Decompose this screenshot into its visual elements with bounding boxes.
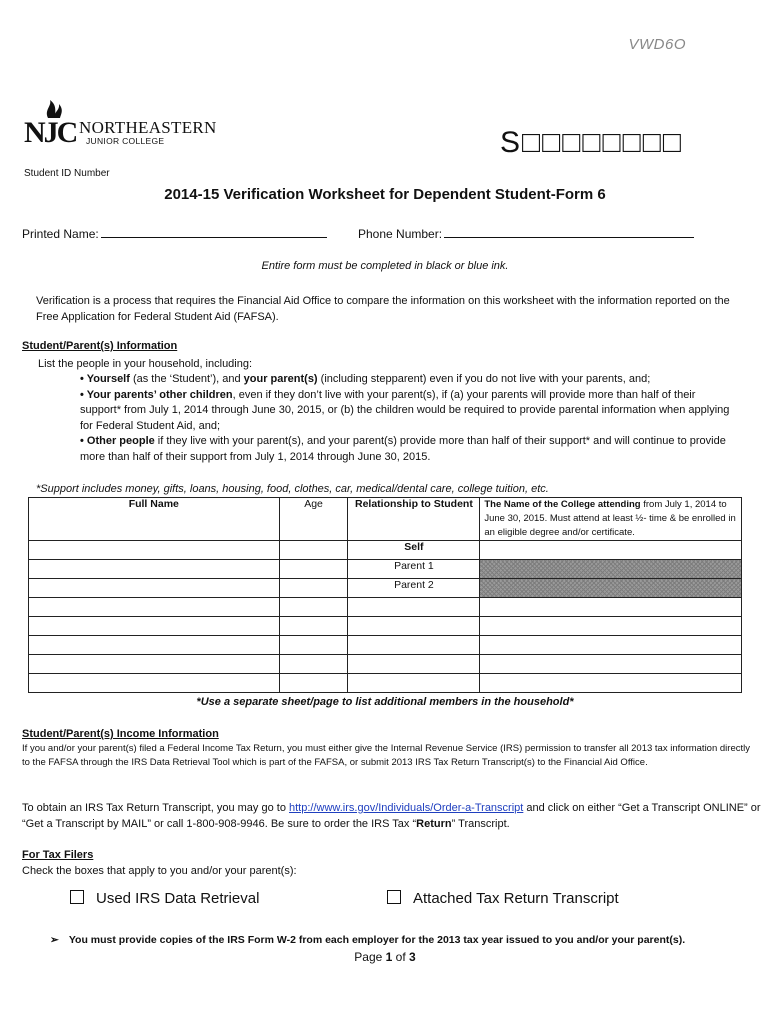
support-note: *Support includes money, gifts, loans, housing, food, clothes, car, medical/dental care, college tuition, etc. [36, 483, 549, 495]
w2-note: ➢ You must provide copies of the IRS Form W-2 from each employer for the 2013 tax year issued to you and/or your parent(s). [50, 934, 686, 946]
table-row[interactable] [29, 598, 742, 617]
phone-label: Phone Number: [358, 227, 443, 241]
phone-field[interactable] [358, 225, 694, 241]
college-name: NORTHEASTERN [79, 118, 217, 137]
household-heading: Student/Parent(s) Information [22, 340, 178, 352]
college-logo [24, 100, 217, 150]
transcript-paragraph: To obtain an IRS Tax Return Transcript, you may go to http://www.irs.gov/Individuals/Order-a-Transcript and click on either “Get a Transcript ONLINE” or “Get a Transcript by MAIL” or call 1-800-908-9946. Be sure to order the IRS Tax “Return” Transcript. [22, 802, 761, 830]
table-row[interactable] [29, 636, 742, 655]
option-irs-data-retrieval[interactable] [70, 890, 259, 907]
household-table [28, 497, 742, 693]
tax-filers-instruction: Check the boxes that apply to you and/or your parent(s): [22, 865, 297, 877]
shaded-cell [480, 560, 742, 579]
bullet-yourself: • Yourself (as the ‘Student’), and your parent(s) (including stepparent) even if you do not live with your parents, and; [80, 373, 651, 385]
header-full-name: Full Name [29, 498, 280, 541]
household-bullets [80, 372, 730, 465]
table-row[interactable] [29, 541, 742, 560]
printed-name-line[interactable] [101, 225, 327, 238]
table-row[interactable] [29, 655, 742, 674]
income-heading: Student/Parent(s) Income Information [22, 728, 219, 740]
irs-transcript-link[interactable]: http://www.irs.gov/Individuals/Order-a-Transcript [289, 802, 524, 814]
shaded-cell [480, 579, 742, 598]
option-attached-transcript-label: Attached Tax Return Transcript [413, 890, 619, 907]
logo-njc-text: NJC [24, 116, 77, 149]
printed-name-field[interactable] [22, 225, 327, 241]
phone-line[interactable] [444, 225, 694, 238]
table-row[interactable] [29, 560, 742, 579]
table-row[interactable] [29, 674, 742, 693]
student-id-boxes[interactable]: S□□□□□□□□ [500, 126, 683, 159]
page-title: 2014-15 Verification Worksheet for Dependent Student-Form 6 [164, 186, 606, 203]
tax-filers-heading: For Tax Filers [22, 849, 94, 861]
income-paragraph: If you and/or your parent(s) filed a Federal Income Tax Return, you must either give the Internal Revenue Service (IRS) permission to transfer all 2013 tax information directly to the FAFSA through the IRS Data Retrieval Tool which is part of the FAFSA, or submit 2013 IRS Tax Return Transcript(s) to the Financial Aid Office. [22, 743, 750, 768]
table-row[interactable] [29, 579, 742, 598]
intro-paragraph: Verification is a process that requires the Financial Aid Office to compare the information on this worksheet with the information reported on the Free Application for Federal Student Aid (FAFSA). [36, 295, 730, 323]
checkbox-attached-transcript[interactable] [387, 890, 401, 904]
arrow-bullet-icon: ➢ [50, 934, 59, 946]
relationship-self: Self [348, 541, 480, 560]
ink-note: Entire form must be completed in black or blue ink. [261, 260, 509, 272]
bullet-other-people: • Other people if they live with your parent(s), and your parent(s) provide more than half of their support* and will continue to provide more than half of their support from July 1, 2014 through June 30, 2015. [80, 435, 726, 463]
separate-sheet-note: *Use a separate sheet/page to list additional members in the household* [196, 696, 574, 708]
page-number: Page 1 of 3 [354, 950, 416, 964]
table-row[interactable] [29, 617, 742, 636]
form-code: VWD6O [628, 36, 686, 53]
header-age: Age [279, 498, 348, 541]
student-id-label: Student ID Number [24, 168, 110, 179]
table-header-row [29, 498, 742, 541]
option-irs-data-retrieval-label: Used IRS Data Retrieval [96, 890, 260, 907]
checkbox-irs-data-retrieval[interactable] [70, 890, 84, 904]
option-attached-transcript[interactable] [387, 890, 619, 907]
relationship-parent1: Parent 1 [348, 560, 480, 579]
header-relationship: Relationship to Student [348, 498, 480, 541]
relationship-parent2: Parent 2 [348, 579, 480, 598]
bullet-other-children: • Your parents’ other children, even if they don’t live with your parent(s), if (a) your parents will provide more than half of their support* from July 1, 2014 through June 30, 2015, or (b) the children would be required to provide parental information when applying for Federal Student Aid, and; [80, 388, 730, 432]
college-subtitle: JUNIOR COLLEGE [86, 136, 165, 146]
printed-name-label: Printed Name: [22, 227, 99, 241]
header-college: The Name of the College attending from July 1, 2014 to June 30, 2015. Must attend at least ½- time & be enrolled in an eligible degree and/or certificate. [480, 498, 742, 541]
household-lead: List the people in your household, including: [38, 358, 253, 370]
